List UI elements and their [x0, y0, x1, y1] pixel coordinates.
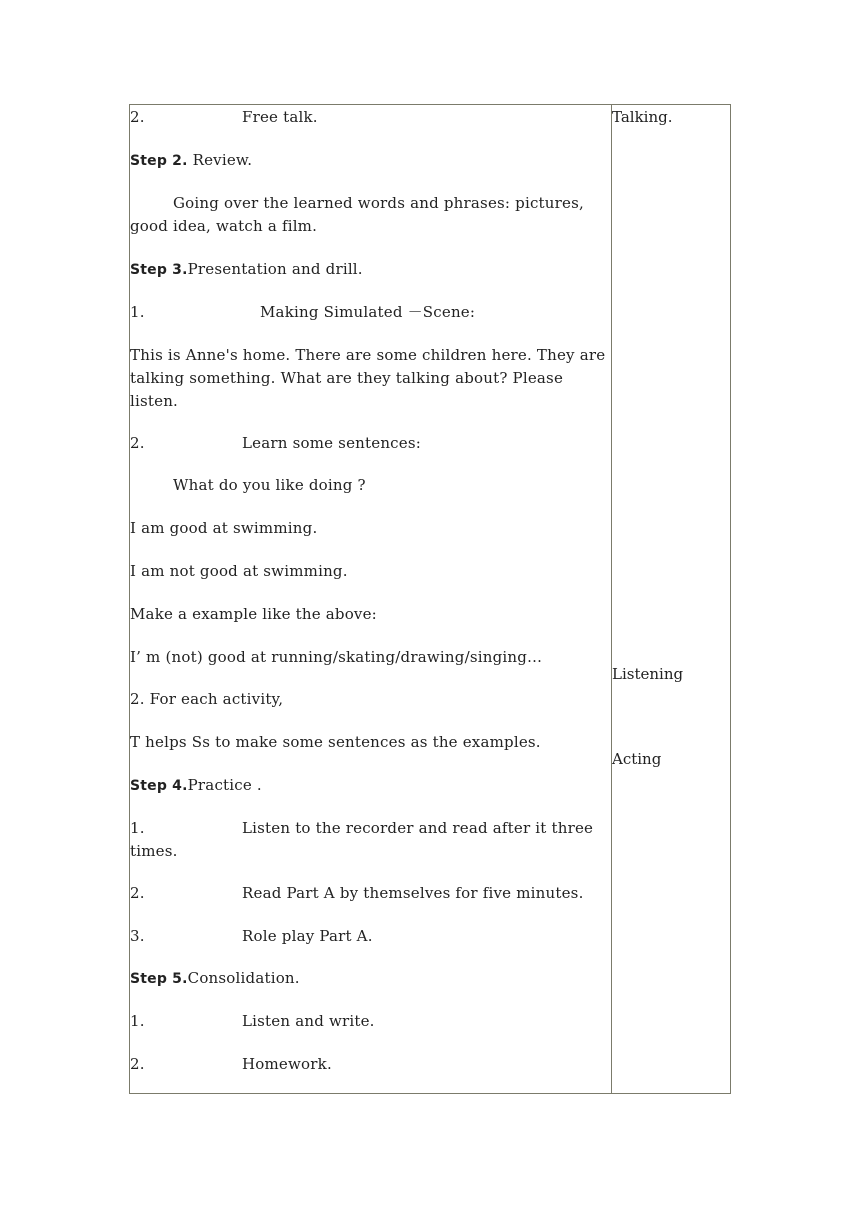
scene-paragraph: This is Anne's home. There are some children here. They are talking something. What are they talking about? Please listen.: [130, 346, 606, 410]
simulated-scene-item: 1. Making Simulated －Scene:: [130, 303, 476, 321]
example-sentence: I’ m (not) good at running/skating/drawing/singing…: [130, 648, 543, 666]
step-2-heading: Step 2. Review.: [130, 151, 253, 169]
activity-acting: Acting: [612, 750, 662, 768]
step-5-heading: Step 5.Consolidation.: [130, 969, 300, 987]
activity-item: 2. For each activity,: [130, 690, 284, 708]
teacher-help-line: T helps Ss to make some sentences as the examples.: [130, 733, 541, 751]
activity-listening: Listening: [612, 665, 684, 683]
review-paragraph: Going over the learned words and phrases: pictures, good idea, watch a film.: [130, 194, 584, 235]
practice-item-1-text: Listen to the recorder and read after it three times.: [130, 819, 594, 860]
consolidation-item-2: 2. Homework.: [130, 1055, 332, 1073]
example-instruction: Make a example like the above:: [130, 605, 377, 623]
learn-sentences-item: 2. Learn some sentences:: [130, 434, 422, 452]
free-talk-item: 2. Free talk.: [130, 108, 318, 126]
practice-item-3: 3. Role play Part A.: [130, 927, 373, 945]
practice-item-2: 2. Read Part A by themselves for five minutes.: [130, 884, 584, 902]
lesson-plan-table: [129, 104, 731, 1094]
consolidation-item-1: 1. Listen and write.: [130, 1012, 375, 1030]
sentence-not-good: I am not good at swimming.: [130, 562, 348, 580]
activity-talking: Talking.: [612, 108, 673, 126]
sentence-good: I am good at swimming.: [130, 519, 318, 537]
practice-item-1: 1.: [130, 819, 145, 837]
sentence-question: What do you like doing ?: [173, 476, 366, 494]
step-3-heading: Step 3.Presentation and drill.: [130, 260, 363, 278]
column-divider: [611, 105, 612, 1093]
step-4-heading: Step 4.Practice .: [130, 776, 262, 794]
